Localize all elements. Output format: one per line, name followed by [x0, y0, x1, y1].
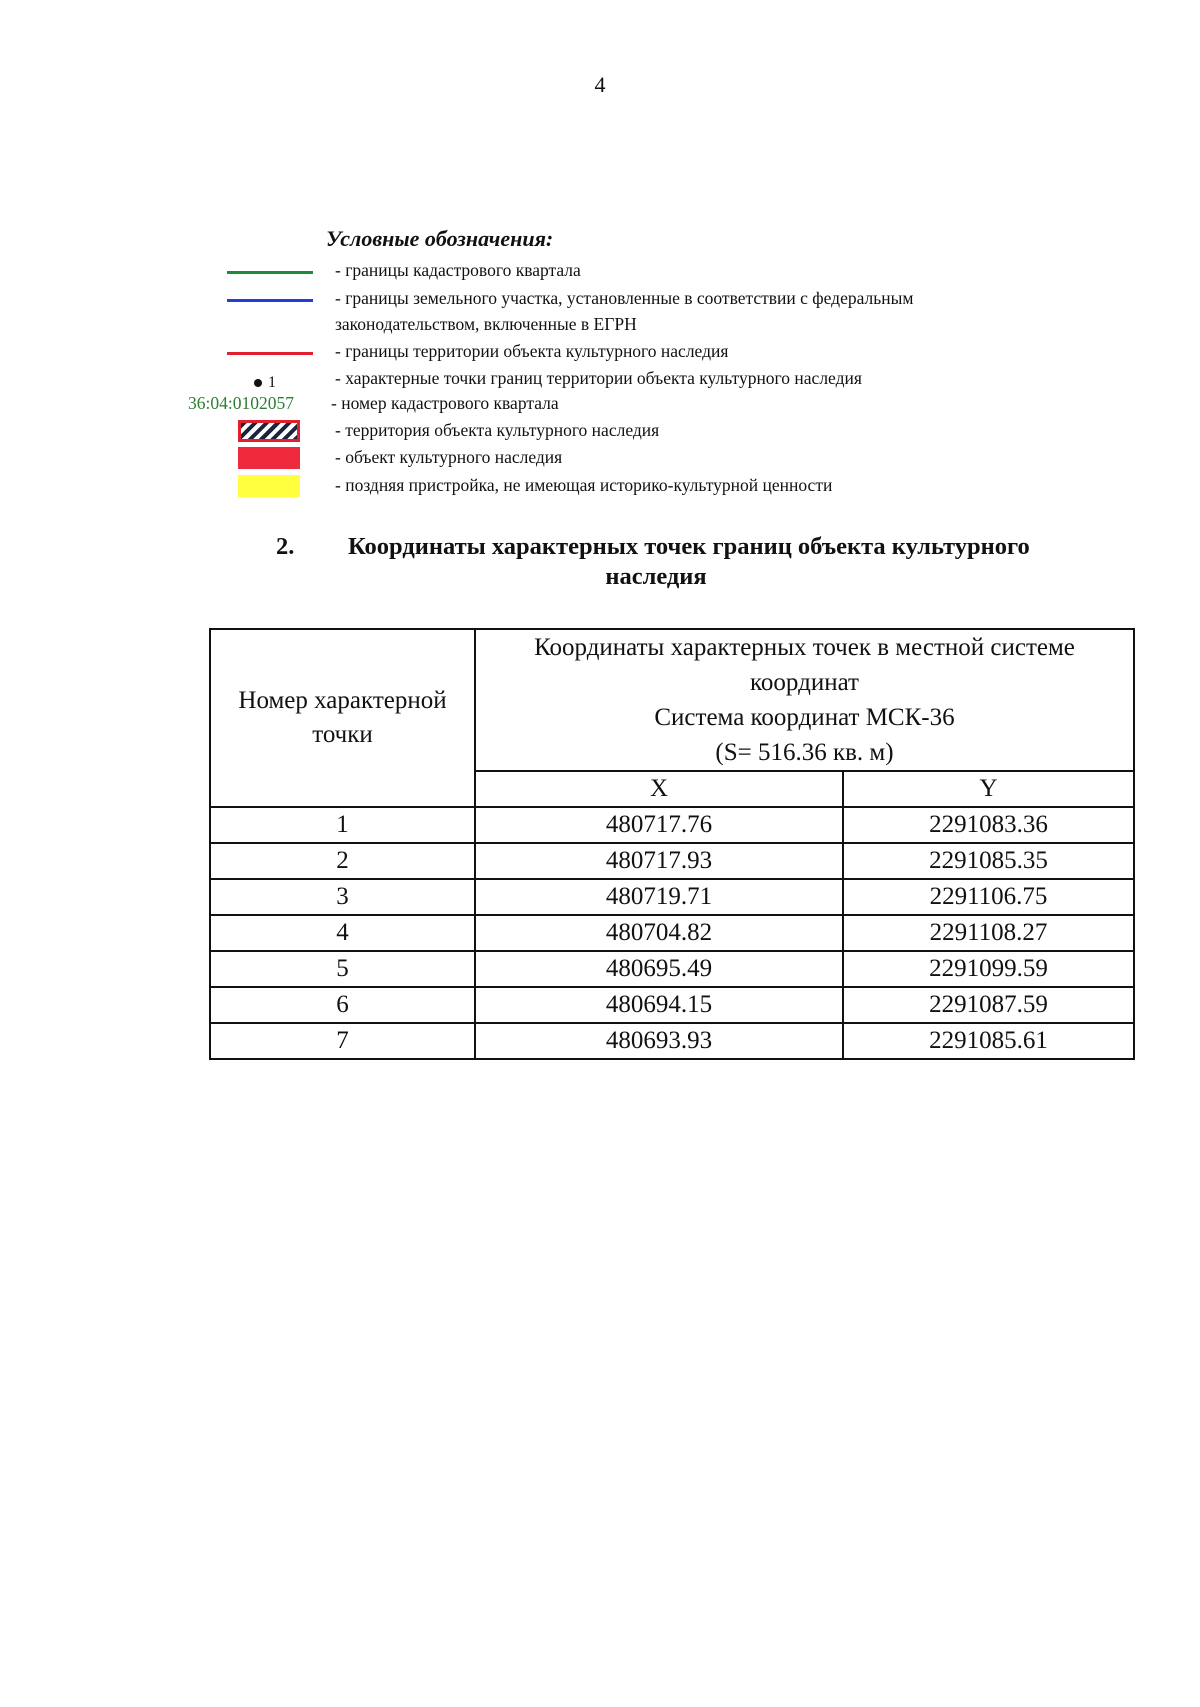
table-row [210, 951, 1134, 987]
header-point-number: Номер характерной точки [210, 629, 475, 807]
header-coords-line: координат [750, 669, 859, 696]
legend-text: - поздняя пристройка, не имеющая историко-культурной ценности [335, 475, 833, 495]
cell-x: 480693.93 [475, 1023, 843, 1059]
table-body [210, 807, 1134, 1059]
legend-item-cadastral-number [0, 393, 1200, 419]
section-title-line1: Координаты характерных точек границ объекта культурного [348, 533, 1030, 560]
legend-text: - объект культурного наследия [335, 447, 563, 467]
legend-item-cadastral-boundary [0, 260, 1200, 286]
table-row [210, 987, 1134, 1023]
cell-x: 480695.49 [475, 951, 843, 987]
legend-text: законодательством, включенные в ЕГРН [335, 314, 637, 334]
legend-text: - границы территории объекта культурного наследия [335, 341, 729, 361]
legend-item-land-plot-boundary [0, 288, 1200, 314]
section-number: 2. [276, 533, 295, 560]
cell-point-number: 2 [210, 843, 475, 879]
cell-y: 2291087.59 [843, 987, 1134, 1023]
point-dot-icon [254, 379, 262, 387]
legend-text: - границы земельного участка, установленные в соответствии с федеральным [335, 288, 914, 308]
cell-y: 2291083.36 [843, 807, 1134, 843]
legend-item-late-addition [0, 475, 1200, 501]
table-row [210, 879, 1134, 915]
header-coords-line: (S= 516.36 кв. м) [715, 739, 894, 766]
table-header-row [210, 629, 1134, 771]
header-coords-line: Координаты характерных точек в местной системе [534, 634, 1075, 661]
header-coordinates [475, 629, 1134, 771]
point-label: 1 [268, 374, 276, 392]
cadastral-number-symbol: 36:04:0102057 [188, 393, 294, 413]
cell-point-number: 7 [210, 1023, 475, 1059]
header-coords-line: Система координат МСК-36 [654, 704, 955, 731]
section-title-line2: наследия [605, 563, 707, 590]
cell-point-number: 5 [210, 951, 475, 987]
table-row [210, 843, 1134, 879]
point-symbol [254, 374, 276, 392]
red-fill-symbol [238, 447, 300, 469]
legend-item-heritage-boundary [0, 341, 1200, 367]
table-row [210, 915, 1134, 951]
header-y: Y [843, 771, 1134, 807]
yellow-fill-symbol [238, 475, 300, 497]
legend-title: Условные обозначения: [326, 226, 554, 251]
legend-text: - территория объекта культурного наследия [335, 420, 660, 440]
cell-x: 480704.82 [475, 915, 843, 951]
page-number: 4 [594, 72, 606, 97]
cell-point-number: 3 [210, 879, 475, 915]
red-line-symbol [227, 352, 313, 355]
legend-text: - характерные точки границ территории объекта культурного наследия [335, 368, 862, 388]
hatch-symbol [238, 420, 300, 442]
green-line-symbol [227, 271, 313, 274]
table-row [210, 1023, 1134, 1059]
legend-text: - границы кадастрового квартала [335, 260, 581, 280]
cell-x: 480717.93 [475, 843, 843, 879]
table-row [210, 807, 1134, 843]
cell-y: 2291106.75 [843, 879, 1134, 915]
header-x: X [475, 771, 843, 807]
legend-item-heritage-territory [0, 420, 1200, 446]
legend-text: - номер кадастрового квартала [331, 393, 559, 413]
cell-point-number: 1 [210, 807, 475, 843]
cell-y: 2291085.61 [843, 1023, 1134, 1059]
cell-y: 2291108.27 [843, 915, 1134, 951]
cell-x: 480717.76 [475, 807, 843, 843]
cell-point-number: 4 [210, 915, 475, 951]
cell-x: 480719.71 [475, 879, 843, 915]
legend-item-boundary-points [0, 368, 1200, 394]
blue-line-symbol [227, 299, 313, 302]
coordinates-table [209, 628, 1135, 1060]
cell-y: 2291099.59 [843, 951, 1134, 987]
cell-point-number: 6 [210, 987, 475, 1023]
cell-x: 480694.15 [475, 987, 843, 1023]
legend-item-heritage-object [0, 447, 1200, 473]
cell-y: 2291085.35 [843, 843, 1134, 879]
legend-item-land-plot-boundary-cont [0, 314, 1200, 340]
